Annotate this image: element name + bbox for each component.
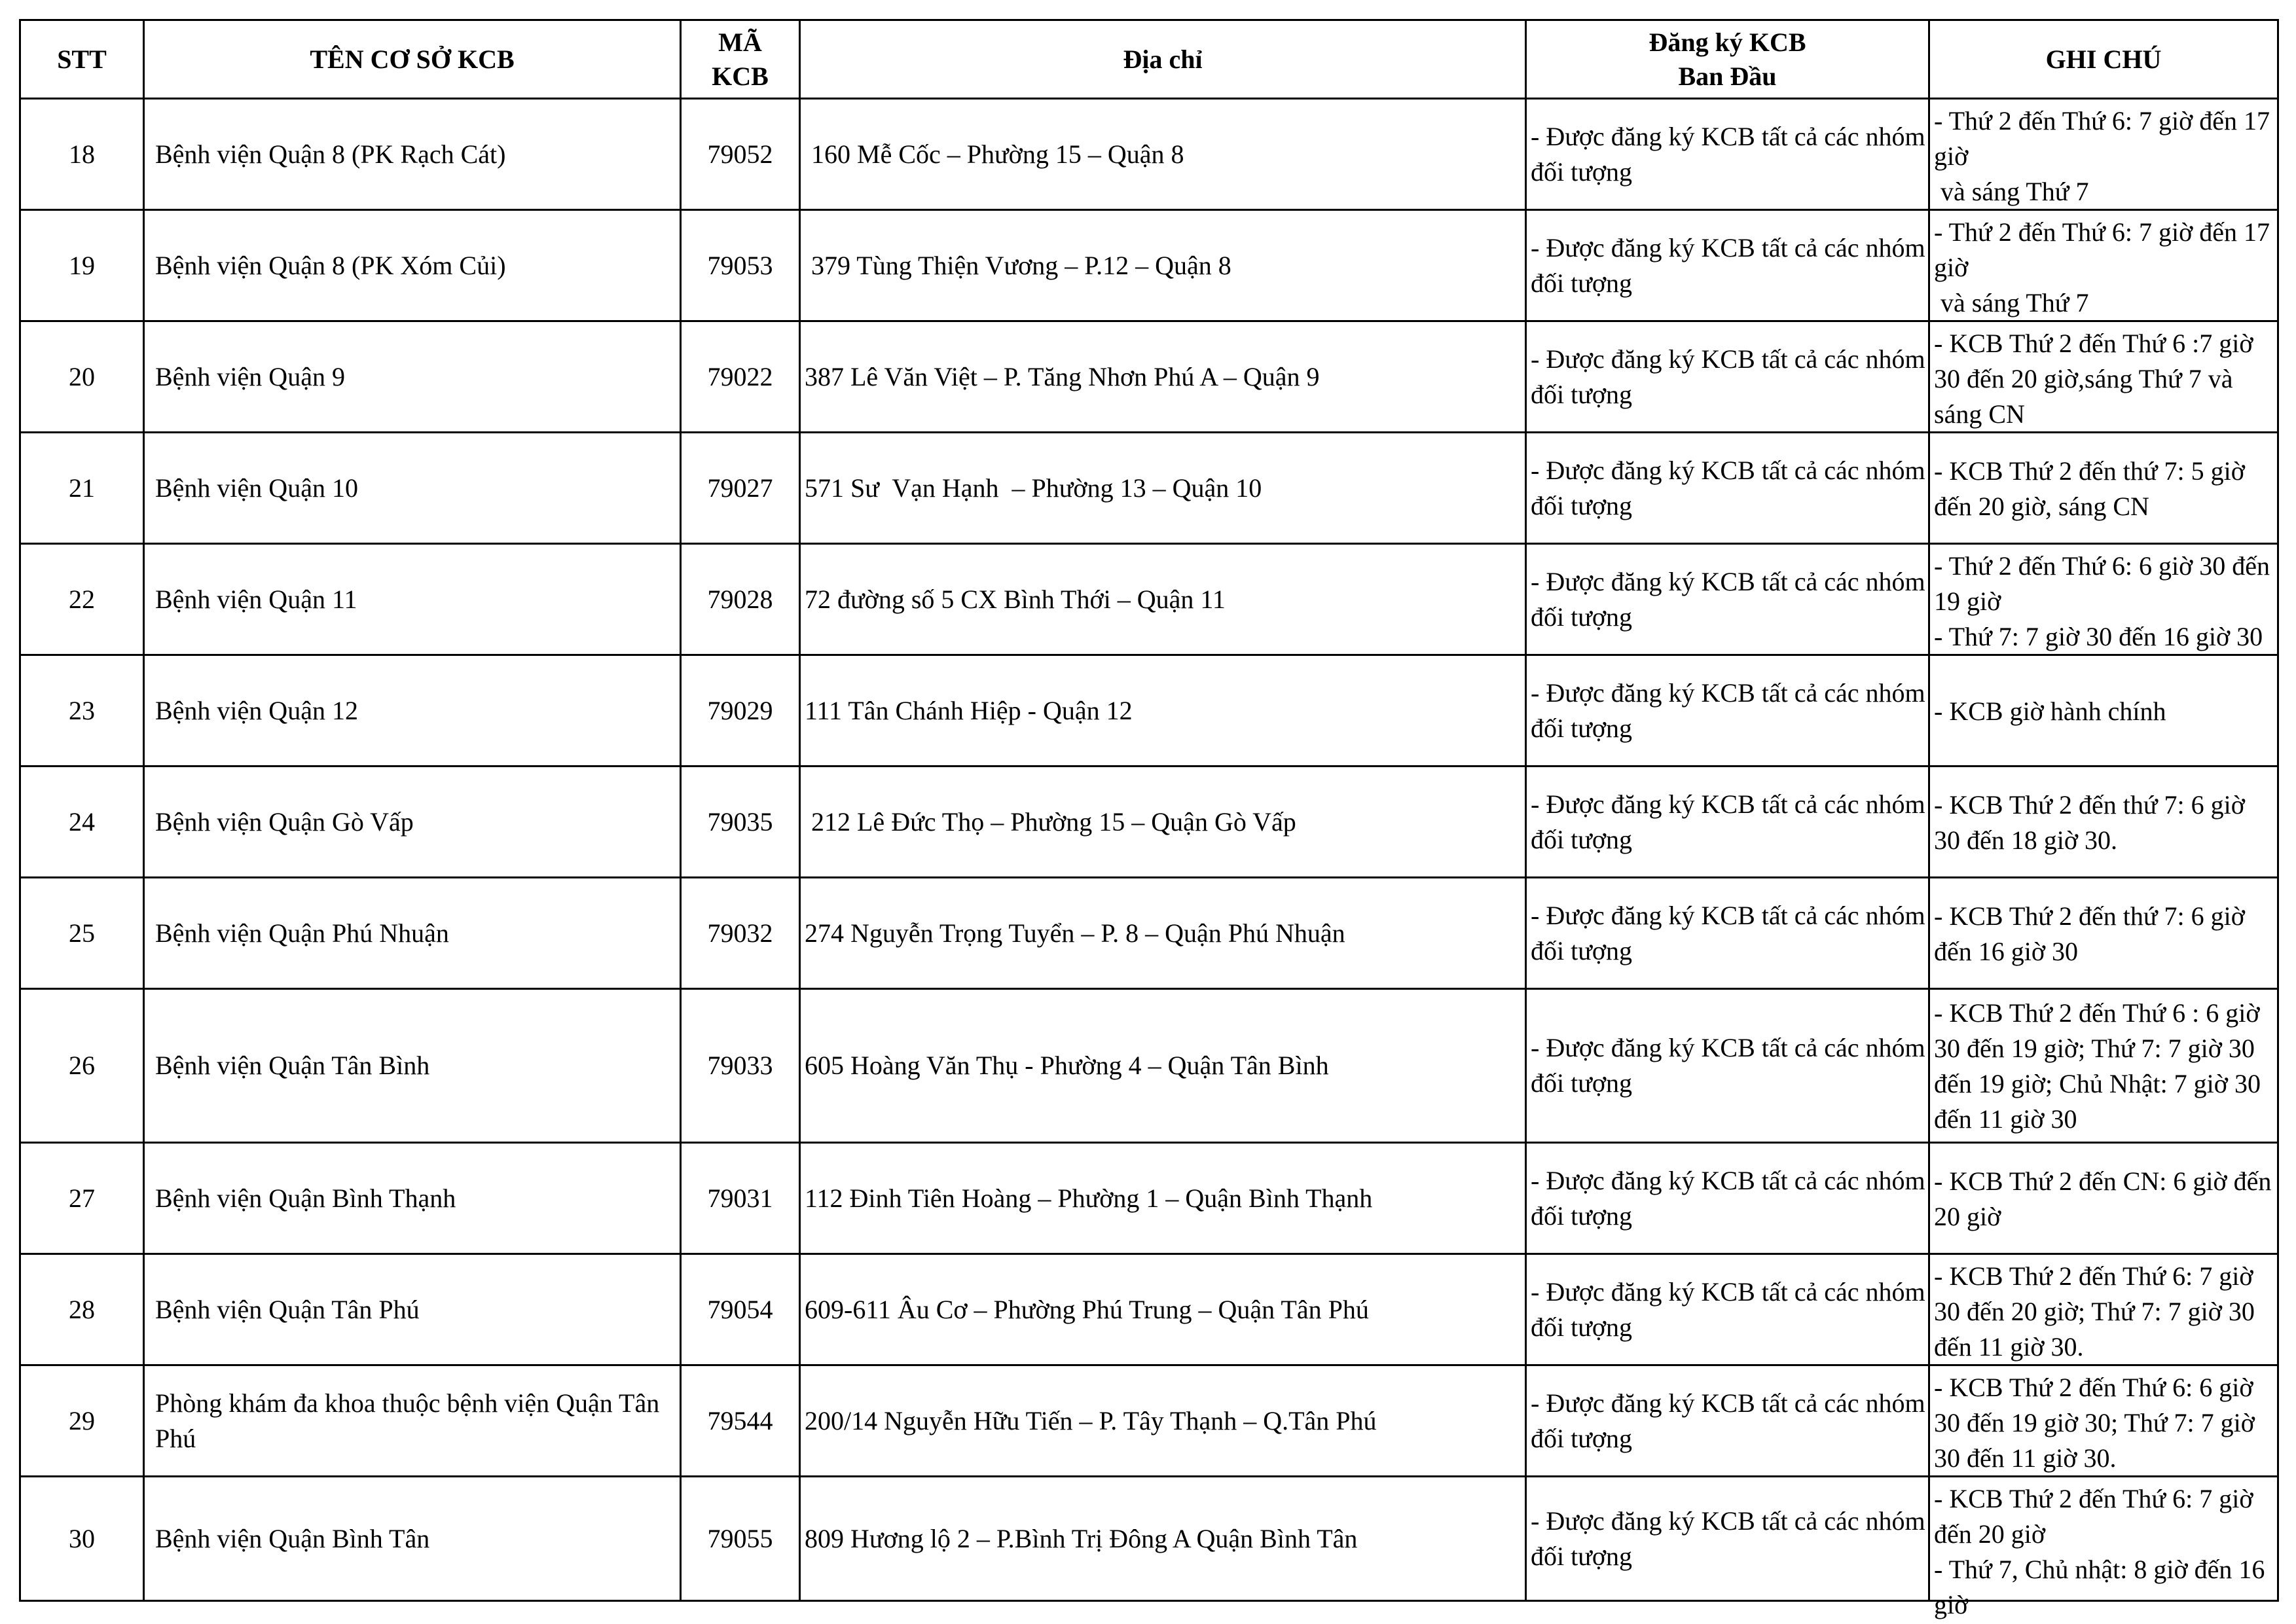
note-line: - Thứ 2 đến Thứ 6: 7 giờ đến 17 giờ [1934, 105, 2276, 171]
note-line: - KCB giờ hành chính [1934, 696, 2166, 726]
cell-note [1929, 99, 2278, 210]
header-stt: STT [20, 20, 144, 99]
cell-stt: 18 [20, 99, 144, 210]
cell-note [1929, 544, 2278, 655]
cell-stt: 19 [20, 210, 144, 321]
cell-registration: - Được đăng ký KCB tất cả các nhóm đối tượng [1526, 1143, 1929, 1254]
note-text-block [1934, 454, 2277, 524]
cell-address: 212 Lê Đức Thọ – Phường 15 – Quận Gò Vấp [800, 767, 1526, 878]
cell-facility-name: Bệnh viện Quận 8 (PK Xóm Củi) [144, 210, 681, 321]
cell-facility-code: 79053 [681, 210, 800, 321]
note-line: - KCB Thứ 2 đến Thứ 6 : 6 giờ 30 đến 19 giờ; Thứ 7: 7 giờ 30 đến 19 giờ; Chủ Nhật: 7 giờ 30 đến 11 giờ 30 [1934, 998, 2267, 1134]
cell-facility-name: Bệnh viện Quận Phú Nhuận [144, 878, 681, 989]
table-row [20, 1365, 2278, 1477]
cell-stt: 26 [20, 989, 144, 1143]
table-row [20, 878, 2278, 989]
table-row [20, 1143, 2278, 1254]
cell-registration: - Được đăng ký KCB tất cả các nhóm đối tượng [1526, 1254, 1929, 1365]
note-text-block [1934, 694, 2277, 729]
table-row [20, 433, 2278, 544]
cell-address: 274 Nguyễn Trọng Tuyển – P. 8 – Quận Phú Nhuận [800, 878, 1526, 989]
cell-registration: - Được đăng ký KCB tất cả các nhóm đối tượng [1526, 1477, 1929, 1601]
facility-table [19, 19, 2279, 1619]
note-line: - Thứ 2 đến Thứ 6: 6 giờ 30 đến 19 giờ [1934, 550, 2276, 616]
note-line: - KCB Thứ 2 đến CN: 6 giờ đến 20 giờ [1934, 1166, 2278, 1231]
note-line: - KCB Thứ 2 đến Thứ 6: 7 giờ đến 20 giờ [1934, 1483, 2260, 1549]
cell-facility-name: Bệnh viện Quận 11 [144, 544, 681, 655]
cell-note [1929, 878, 2278, 989]
cell-facility-name: Bệnh viện Quận Tân Bình [144, 989, 681, 1143]
cell-stt: 25 [20, 878, 144, 989]
note-line: - KCB Thứ 2 đến thứ 7: 6 giờ đến 16 giờ 30 [1934, 901, 2251, 966]
header-row [20, 20, 2278, 99]
table-row [20, 210, 2278, 321]
cell-facility-name: Phòng khám đa khoa thuộc bệnh viện Quận Tân Phú [144, 1365, 681, 1477]
cell-stt: 28 [20, 1254, 144, 1365]
cell-facility-code: 79054 [681, 1254, 800, 1365]
cell-address: 111 Tân Chánh Hiệp - Quận 12 [800, 655, 1526, 767]
cell-registration: - Được đăng ký KCB tất cả các nhóm đối tượng [1526, 544, 1929, 655]
cell-facility-name: Bệnh viện Quận 8 (PK Rạch Cát) [144, 99, 681, 210]
note-text-block [1934, 326, 2277, 429]
cell-facility-name: Bệnh viện Quận Tân Phú [144, 1254, 681, 1365]
note-line: - Thứ 7, Chủ nhật: 8 giờ đến 16 giờ [1934, 1554, 2272, 1619]
cell-address: 809 Hương lộ 2 – P.Bình Trị Đông A Quận Bình Tân [800, 1477, 1526, 1601]
note-text-block [1934, 1164, 2277, 1235]
cell-facility-name: Bệnh viện Quận 9 [144, 321, 681, 433]
note-text-block [1934, 215, 2277, 318]
cell-facility-name: Bệnh viện Quận Bình Thạnh [144, 1143, 681, 1254]
note-text-block [1934, 996, 2277, 1137]
header-code-line1: MÃ [718, 27, 762, 57]
note-line: - Thứ 7: 7 giờ 30 đến 16 giờ 30 [1934, 621, 2263, 651]
table-row [20, 989, 2278, 1143]
cell-stt: 24 [20, 767, 144, 878]
cell-registration: - Được đăng ký KCB tất cả các nhóm đối tượng [1526, 321, 1929, 433]
cell-facility-code: 79055 [681, 1477, 800, 1601]
cell-note [1929, 433, 2278, 544]
note-text-block [1934, 899, 2277, 969]
cell-stt: 27 [20, 1143, 144, 1254]
table-row [20, 767, 2278, 878]
header-register-line2: Ban Đầu [1678, 61, 1777, 91]
cell-note [1929, 1143, 2278, 1254]
cell-registration: - Được đăng ký KCB tất cả các nhóm đối tượng [1526, 1365, 1929, 1477]
header-address: Địa chỉ [800, 20, 1526, 99]
cell-note [1929, 767, 2278, 878]
cell-facility-code: 79035 [681, 767, 800, 878]
cell-stt: 20 [20, 321, 144, 433]
table-row [20, 655, 2278, 767]
header-name: TÊN CƠ SỞ KCB [144, 20, 681, 99]
cell-registration: - Được đăng ký KCB tất cả các nhóm đối tượng [1526, 99, 1929, 210]
cell-note [1929, 1254, 2278, 1365]
note-line: và sáng Thứ 7 [1934, 287, 2089, 317]
table-row [20, 321, 2278, 433]
cell-note [1929, 655, 2278, 767]
cell-facility-name: Bệnh viện Quận Gò Vấp [144, 767, 681, 878]
cell-stt: 22 [20, 544, 144, 655]
cell-facility-code: 79033 [681, 989, 800, 1143]
cell-facility-code: 79029 [681, 655, 800, 767]
cell-facility-name: Bệnh viện Quận 10 [144, 433, 681, 544]
cell-facility-code: 79052 [681, 99, 800, 210]
cell-facility-name: Bệnh viện Quận 12 [144, 655, 681, 767]
note-line: và sáng Thứ 7 [1934, 176, 2089, 206]
cell-facility-code: 79544 [681, 1365, 800, 1477]
header-register-line1: Đăng ký KCB [1649, 27, 1806, 57]
cell-address: 605 Hoàng Văn Thụ - Phường 4 – Quận Tân Bình [800, 989, 1526, 1143]
note-text-block [1934, 1481, 2277, 1619]
header-code-line2: KCB [712, 61, 769, 91]
cell-facility-name: Bệnh viện Quận Bình Tân [144, 1477, 681, 1601]
note-line: - Thứ 2 đến Thứ 6: 7 giờ đến 17 giờ [1934, 217, 2276, 282]
note-line: - KCB Thứ 2 đến Thứ 6: 7 giờ 30 đến 20 giờ; Thứ 7: 7 giờ 30 đến 11 giờ 30. [1934, 1261, 2261, 1362]
cell-stt: 29 [20, 1365, 144, 1477]
cell-address: 387 Lê Văn Việt – P. Tăng Nhơn Phú A – Quận 9 [800, 321, 1526, 433]
table-row [20, 1254, 2278, 1365]
note-line: - KCB Thứ 2 đến thứ 7: 5 giờ đến 20 giờ, sáng CN [1934, 456, 2251, 521]
cell-address: 112 Đinh Tiên Hoàng – Phường 1 – Quận Bình Thạnh [800, 1143, 1526, 1254]
cell-note [1929, 1365, 2278, 1477]
cell-registration: - Được đăng ký KCB tất cả các nhóm đối tượng [1526, 878, 1929, 989]
cell-address: 200/14 Nguyễn Hữu Tiến – P. Tây Thạnh – Q.Tân Phú [800, 1365, 1526, 1477]
table-row [20, 544, 2278, 655]
cell-registration: - Được đăng ký KCB tất cả các nhóm đối tượng [1526, 655, 1929, 767]
note-text-block [1934, 787, 2277, 858]
cell-stt: 21 [20, 433, 144, 544]
cell-registration: - Được đăng ký KCB tất cả các nhóm đối tượng [1526, 989, 1929, 1143]
header-note: GHI CHÚ [1929, 20, 2278, 99]
cell-address: 571 Sư Vạn Hạnh – Phường 13 – Quận 10 [800, 433, 1526, 544]
note-text-block [1934, 1370, 2277, 1473]
cell-note [1929, 321, 2278, 433]
cell-note [1929, 1477, 2278, 1619]
cell-address: 160 Mễ Cốc – Phường 15 – Quận 8 [800, 99, 1526, 210]
note-text-block [1934, 549, 2277, 652]
cell-registration: - Được đăng ký KCB tất cả các nhóm đối tượng [1526, 433, 1929, 544]
cell-address: 72 đường số 5 CX Bình Thới – Quận 11 [800, 544, 1526, 655]
cell-registration: - Được đăng ký KCB tất cả các nhóm đối tượng [1526, 210, 1929, 321]
cell-address: 379 Tùng Thiện Vương – P.12 – Quận 8 [800, 210, 1526, 321]
cell-stt: 23 [20, 655, 144, 767]
cell-note [1929, 210, 2278, 321]
cell-facility-code: 79028 [681, 544, 800, 655]
cell-registration: - Được đăng ký KCB tất cả các nhóm đối tượng [1526, 767, 1929, 878]
cell-facility-code: 79022 [681, 321, 800, 433]
table-row [20, 1477, 2278, 1601]
note-text-block [1934, 103, 2277, 207]
note-text-block [1934, 1259, 2277, 1362]
header-register [1526, 20, 1929, 99]
note-line: - KCB Thứ 2 đến thứ 7: 6 giờ 30 đến 18 giờ 30. [1934, 789, 2251, 855]
table-row [20, 99, 2278, 210]
note-line: - KCB Thứ 2 đến Thứ 6: 6 giờ 30 đến 19 giờ 30; Thứ 7: 7 giờ 30 đến 11 giờ 30. [1934, 1372, 2261, 1473]
cell-stt: 30 [20, 1477, 144, 1601]
header-code [681, 20, 800, 99]
cell-facility-code: 79032 [681, 878, 800, 989]
cell-note [1929, 989, 2278, 1143]
cell-address: 609-611 Âu Cơ – Phường Phú Trung – Quận Tân Phú [800, 1254, 1526, 1365]
cell-facility-code: 79031 [681, 1143, 800, 1254]
note-line: - KCB Thứ 2 đến Thứ 6 :7 giờ 30 đến 20 giờ,sáng Thứ 7 và sáng CN [1934, 328, 2260, 429]
cell-facility-code: 79027 [681, 433, 800, 544]
